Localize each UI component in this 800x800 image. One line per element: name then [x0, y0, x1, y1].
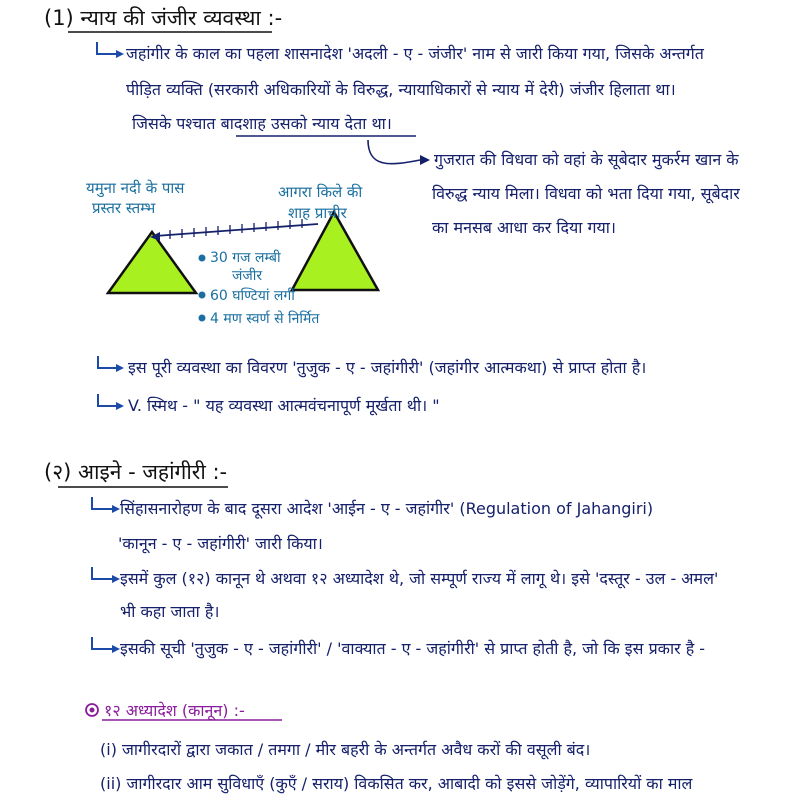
dot-bullet-icon: [199, 255, 206, 262]
s2-b1-line1: सिंहासनारोहण के बाद दूसरा आदेश 'आईन - ए - जहांगीर' (Regulation of Jahangiri): [120, 499, 654, 518]
chain-line: [155, 224, 318, 236]
gujarat-note-2: विरुद्ध न्याय मिला। विधवा को भता दिया गया, सूबेदार: [432, 184, 740, 203]
connector-curve: [368, 140, 420, 164]
ordinance-1: (i) जागीरदारों द्वारा जकात / तमगा / मीर बहरी के अन्तर्गत अवैध करों की वसूली बंद।: [100, 740, 591, 759]
s2-b3-line1: इसकी सूची 'तुजुक - ए - जहांगीरी' / 'वाक्यात - ए - जहांगीरी' से प्राप्त होती है, जो कि इस प्रकार है -: [120, 639, 706, 658]
s1-bullet-1: इस पूरी व्यवस्था का विवरण 'तुजुक - ए - जहांगीरी' (जहांगीर आत्मकथा) से प्राप्त होता है।: [128, 358, 647, 377]
dot-bullet-icon: [199, 315, 206, 322]
hook-arrow-icon: [98, 394, 118, 406]
right-label-2: शाह प्राचीर: [288, 204, 347, 222]
section2-heading: (२) आइने - जहांगीरी :-: [44, 460, 228, 484]
left-label-1: यमुना नदी के पास: [86, 179, 185, 197]
hook-arrow-icon: [92, 637, 114, 649]
gujarat-note-1: गुजरात की विधवा को वहां के सूबेदार मुकर्रम खान के: [434, 150, 739, 169]
left-triangle: [108, 232, 196, 293]
hook-arrow-icon: [98, 356, 118, 368]
s2-b1-line2: 'कानून - ए - जहांगीरी' जारी किया।: [118, 534, 323, 553]
chain-ticks: [170, 219, 302, 239]
hook-arrow-icon: [92, 497, 114, 509]
dot-bullet-icon: [199, 292, 206, 299]
s1-line-3: जिसके पश्चात बादशाह उसको न्याय देता था।: [132, 114, 392, 133]
hook-arrow-head: [116, 364, 124, 372]
left-label-2: प्रस्तर स्तम्भ: [92, 199, 156, 217]
fact-bells: 60 घण्टियां लगीं: [210, 288, 295, 304]
fact-gold: 4 मण स्वर्ण से निर्मित: [210, 311, 320, 327]
hook-arrow-icon: [92, 567, 114, 579]
s2-b2-line1: इसमें कुल (१२) कानून थे अथवा १२ अध्यादेश थे, जो सम्पूर्ण राज्य में लागू थे। इसे 'दस्तूर - उल - अमल': [120, 569, 719, 588]
circle-dot-center: [90, 708, 95, 713]
s1-line-2: पीड़ित व्यक्ति (सरकारी अधिकारियों के विरुद्ध, न्यायाधिकारों से न्याय में देरी) जंजीर हिलाता था।: [126, 80, 676, 99]
hook-arrow-head: [116, 402, 124, 410]
hook-arrow-head: [112, 645, 120, 653]
right-triangle: [292, 212, 378, 290]
fact-chain-length: 30 गज लम्बी: [210, 250, 281, 266]
subsection-heading: १२ अध्यादेश (कानून) :-: [104, 701, 245, 720]
hook-arrow-head: [112, 575, 120, 583]
right-label-1: आगरा किले की: [278, 183, 363, 201]
s2-b2-line2: भी कहा जाता है।: [120, 602, 220, 621]
fact-chain-word: जंजीर: [232, 268, 263, 284]
hook-arrow-head: [112, 505, 120, 513]
hook-arrow-icon: [97, 42, 118, 54]
section1-heading: (1) न्याय की जंजीर व्यवस्था :-: [44, 6, 283, 30]
ordinance-2: (ii) जागीरदार आम सुविधाएँ (कुएँ / सराय) विकसित कर, आबादी को इससे जोड़ेंगे, व्यापारियों का माल: [100, 774, 693, 793]
s1-bullet-2: V. स्मिथ - " यह व्यवस्था आत्मवंचनापूर्ण मूर्खता थी। ": [128, 396, 440, 415]
gujarat-note-3: का मनसब आधा कर दिया गया।: [432, 218, 616, 237]
s1-line-1: जहांगीर के काल का पहला शासनादेश 'अदली - ए - जंजीर' नाम से जारी किया गया, जिसके अन्तर्गत: [126, 44, 704, 63]
hook-arrow-head: [116, 50, 124, 58]
connector-arrowhead: [420, 155, 430, 165]
